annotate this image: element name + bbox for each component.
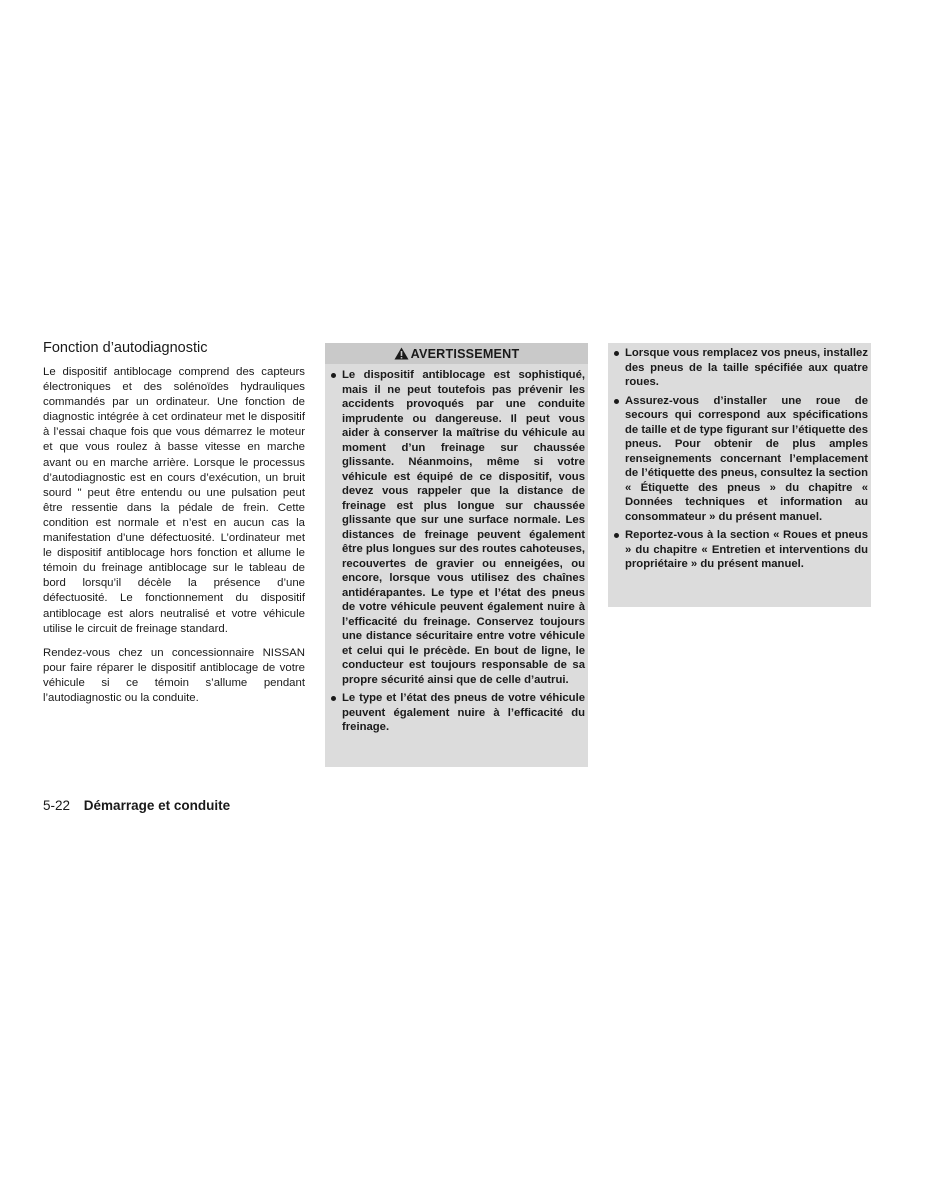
warning-title: AVERTISSEMENT <box>410 346 520 361</box>
warning-box-continued <box>608 343 871 607</box>
warning-item: Le type et l’état des pneus de votre véhicule peuvent également nuire à l’efficacité du freinage. <box>332 691 585 735</box>
page-number: 5-22 <box>43 798 71 813</box>
left-column <box>43 340 305 715</box>
warning-item: Reportez-vous à la section « Roues et pneus » du chapitre « Entretien et interventions du propriétaire » du présent manuel. <box>615 528 868 572</box>
warning-list-continued <box>608 343 871 572</box>
body-paragraph: Rendez-vous chez un concessionnaire NISSAN pour faire réparer le dispositif antiblocage de votre véhicule si ce témoin s’allume pendant l’autodiagnostic ou la conduite. <box>43 646 305 704</box>
warning-list <box>325 364 588 735</box>
body-paragraph: Le dispositif antiblocage comprend des capteurs électroniques et des solénoïdes hydrauliques commandés par un ordinateur. Une fonction de diagnostic intégrée à cet ordinateur met le dispositif à l’essai chaque fois que vous démarrez le moteur et que vous roulez à basse vitesse en marche avant ou en marche arrière. Lorsque le processus d’autodiagnostic est en cours d’exécution, un bruit sourd '' peut être entendu ou une pulsation peut être ressentie dans la pédale de frein. Cette condition est normale et n’est en aucun cas la manifestation d’une défectuosité. L’ordinateur met le dispositif antiblocage hors fonction et allume le témoin du freinage antiblocage sur le tableau de bord lorsqu’il décèle la présence d’une défectuosité. Le fonctionnement du dispositif antiblocage est alors neutralisé et votre véhicule utilise le circuit de freinage standard. <box>43 366 305 635</box>
warning-item: Assurez-vous d’installer une roue de secours qui correspond aux spécifications de taille et de type figurant sur l’étiquette des pneus. Pour obtenir de plus amples renseignements concernant l’emplacement de l’étiquette des pneus, consultez la section « Étiquette des pneus » du chapitre « Données techniques et information au consommateur » du présent manuel. <box>615 394 868 525</box>
section-title: Fonction d’autodiagnostic <box>43 340 208 356</box>
chapter-title: Démarrage et conduite <box>83 798 231 813</box>
warning-box <box>325 343 588 767</box>
warning-item: Le dispositif antiblocage est sophistiqué, mais il ne peut toutefois pas prévenir les accidents provoqués par une conduite imprudente ou dangereuse. Il peut vous aider à conserver la maîtrise du véhicule au moment d’un freinage sur chaussée glissante. Néanmoins, même si votre véhicule est équipé de ce dispositif, vous devez vous rappeler que la distance de freinage est plus longue sur chaussée glissante que sur une surface normale. Les distances de freinage peuvent également être plus longues sur des routes cahoteuses, recouvertes de gravier ou enneigées, ou encore, lorsque vous utilisez des chaînes antidérapantes. Le type et l’état des pneus de votre véhicule peuvent également nuire à l’efficacité du freinage. Conservez toujours une distance sécuritaire entre votre véhicule et celui qui le précède. En bout de ligne, le conducteur est toujours responsable de sa propre sécurité ainsi que de celle d’autrui. <box>332 368 585 687</box>
warning-triangle-icon <box>394 347 409 360</box>
warning-item: Lorsque vous remplacez vos pneus, installez des pneus de la taille spécifiée aux quatre roues. <box>615 346 868 390</box>
warning-header <box>325 343 588 364</box>
page-footer <box>43 798 230 813</box>
